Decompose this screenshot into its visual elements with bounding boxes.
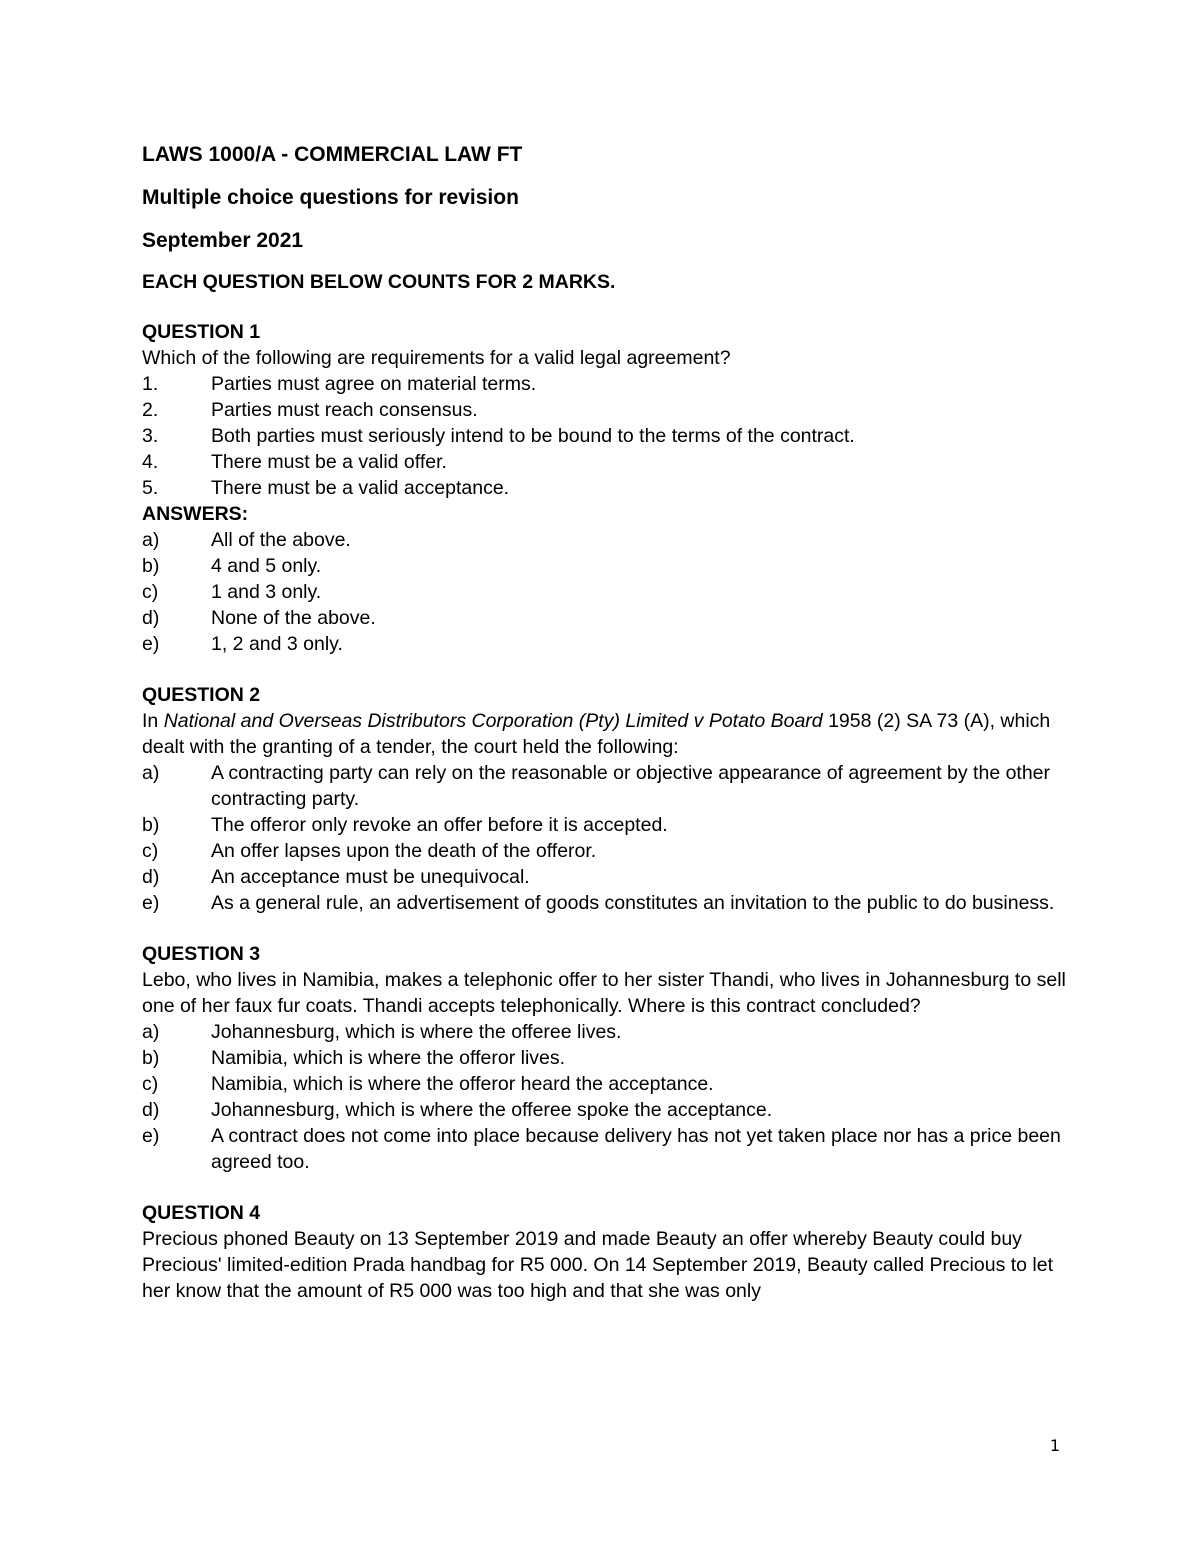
document-date: September 2021 [142, 229, 304, 252]
list-item [142, 449, 1067, 475]
option-text: 1, 2 and 3 only. [211, 633, 343, 655]
case-name: National and Overseas Distributors Corporation (Pty) Limited v Potato Board [163, 710, 823, 732]
option-letter: e) [142, 892, 160, 914]
text-suffix: 1958 (2) SA 73 (A), which dealt with the granting of a tender, the court held the following: [142, 710, 1051, 758]
item-number: 5. [142, 477, 159, 499]
option-letter: c) [142, 1073, 159, 1095]
option-text: Namibia, which is where the offeror heard the acceptance. [211, 1073, 714, 1095]
question-text: Precious phoned Beauty on 13 September 2019 and made Beauty an offer whereby Beauty could buy Precious' limited-edition Prada handbag for R5 000. On 14 September 2019, Beauty called Precious to let her know that the amount of R5 000 was too high and that she was only [142, 1228, 1054, 1302]
answer-option [142, 1019, 1067, 1045]
answer-option [142, 605, 1067, 631]
option-text: Johannesburg, which is where the offeree spoke the acceptance. [211, 1099, 773, 1121]
option-letter: c) [142, 840, 159, 862]
question-text: Which of the following are requirements for a valid legal agreement? [142, 347, 731, 369]
document-subtitle: Multiple choice questions for revision [142, 186, 519, 209]
option-letter: d) [142, 866, 160, 888]
option-text: As a general rule, an advertisement of goods constitutes an invitation to the public to do business. [211, 892, 1055, 914]
answer-option [142, 812, 1067, 838]
list-item [142, 371, 1067, 397]
option-text: Namibia, which is where the offeror lives. [211, 1047, 566, 1069]
answer-option [142, 864, 1067, 890]
option-text: A contract does not come into place because delivery has not yet taken place nor has a price been agreed too. [211, 1125, 1061, 1173]
option-text: None of the above. [211, 607, 376, 629]
option-text: 1 and 3 only. [211, 581, 322, 603]
option-text: A contracting party can rely on the reasonable or objective appearance of agreement by the other contracting party. [211, 762, 1051, 810]
answer-option [142, 579, 1067, 605]
option-text: An offer lapses upon the death of the offeror. [211, 840, 597, 862]
answer-option [142, 631, 1067, 657]
question-heading: QUESTION 1 [142, 321, 261, 343]
list-item [142, 397, 1067, 423]
question-2 [142, 682, 1067, 916]
item-text: There must be a valid offer. [211, 451, 447, 473]
option-letter: a) [142, 1021, 160, 1043]
document-page [142, 140, 1067, 1329]
list-item [142, 475, 1067, 501]
question-1 [142, 319, 1067, 657]
item-text: Both parties must seriously intend to be bound to the terms of the contract. [211, 425, 855, 447]
answer-option [142, 890, 1067, 916]
question-text [142, 708, 1067, 760]
item-text: Parties must agree on material terms. [211, 373, 537, 395]
option-text: Johannesburg, which is where the offeree lives. [211, 1021, 622, 1043]
question-3 [142, 941, 1067, 1175]
item-number: 4. [142, 451, 159, 473]
option-text: The offeror only revoke an offer before it is accepted. [211, 814, 668, 836]
answer-option [142, 760, 1067, 812]
item-text: There must be a valid acceptance. [211, 477, 510, 499]
option-letter: d) [142, 607, 160, 629]
answers-label: ANSWERS: [142, 503, 249, 525]
question-heading: QUESTION 4 [142, 1202, 261, 1224]
answer-option [142, 1097, 1067, 1123]
option-letter: b) [142, 555, 160, 577]
text-prefix: In [142, 710, 164, 732]
option-letter: e) [142, 633, 160, 655]
answer-option [142, 527, 1067, 553]
item-text: Parties must reach consensus. [211, 399, 478, 421]
option-letter: c) [142, 581, 159, 603]
question-heading: QUESTION 3 [142, 943, 261, 965]
question-text: Lebo, who lives in Namibia, makes a telephonic offer to her sister Thandi, who lives in Johannesburg to sell one of her faux fur coats. Thandi accepts telephonically. Where is this contract concluded? [142, 969, 1066, 1017]
list-item [142, 423, 1067, 449]
option-letter: d) [142, 1099, 160, 1121]
answer-option [142, 838, 1067, 864]
page-number: 1 [1049, 1436, 1060, 1455]
option-letter: a) [142, 762, 160, 784]
option-letter: a) [142, 529, 160, 551]
question-4 [142, 1200, 1067, 1304]
answer-option [142, 1123, 1067, 1175]
item-number: 2. [142, 399, 159, 421]
answer-option [142, 1045, 1067, 1071]
option-letter: b) [142, 814, 160, 836]
option-text: All of the above. [211, 529, 351, 551]
marks-note: EACH QUESTION BELOW COUNTS FOR 2 MARKS. [142, 271, 616, 293]
option-letter: e) [142, 1125, 160, 1147]
item-number: 3. [142, 425, 159, 447]
answer-option [142, 553, 1067, 579]
answer-option [142, 1071, 1067, 1097]
option-letter: b) [142, 1047, 160, 1069]
option-text: An acceptance must be unequivocal. [211, 866, 530, 888]
item-number: 1. [142, 373, 159, 395]
question-heading: QUESTION 2 [142, 684, 261, 706]
course-title: LAWS 1000/A - COMMERCIAL LAW FT [142, 143, 523, 166]
option-text: 4 and 5 only. [211, 555, 322, 577]
